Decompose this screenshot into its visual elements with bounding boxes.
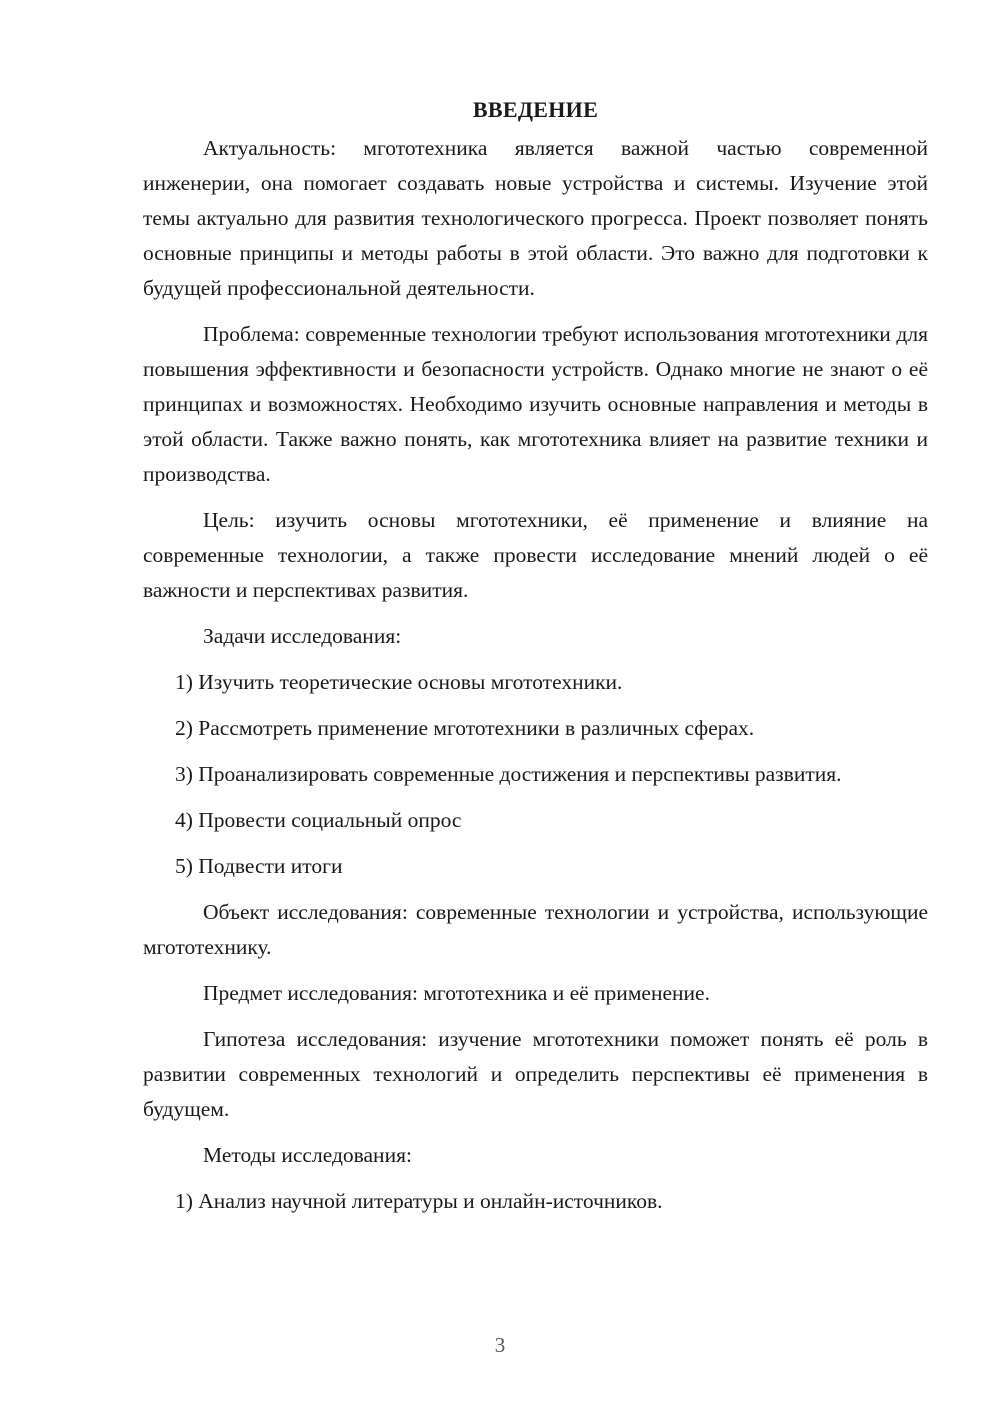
object-paragraph: Объект исследования: современные технологии и устройства, использующие мгототехнику. [143,900,928,959]
subject-paragraph: Предмет исследования: мгототехника и её применение. [203,981,710,1005]
tasks-heading: Задачи исследования: [203,624,402,648]
task-item: 2) Рассмотреть применение мгототехники в различных сферах. [175,716,755,740]
relevance-paragraph: Актуальность: мгототехника является важной частью современной инженерии, она помогает создавать новые устройства и системы. Изучение этой темы актуально для развития технологического прогресса. Проект позволяет понять основные принципы и методы работы в этой области. Это важно для подготовки к будущей профессиональной деятельности. [143,136,928,300]
page-number: 3 [494,1333,506,1357]
document-page [143,92,928,1230]
methods-heading: Методы исследования: [203,1143,412,1167]
page-title: ВВЕДЕНИЕ [472,97,599,122]
task-item: 5) Подвести итоги [175,854,343,878]
problem-paragraph: Проблема: современные технологии требуют использования мгототехники для повышения эффективности и безопасности устройств. Однако многие не знают о её принципах и возможностях. Необходимо изучить основные направления и методы в этой области. Также важно понять, как мгототехника влияет на развитие техники и производства. [143,322,928,486]
task-item: 4) Провести социальный опрос [175,808,462,832]
hypothesis-paragraph: Гипотеза исследования: изучение мгототехники поможет понять её роль в развитии современных технологий и определить перспективы её применения в будущем. [143,1027,928,1121]
task-item: 3) Проанализировать современные достижения и перспективы развития. [175,762,842,786]
goal-paragraph: Цель: изучить основы мгототехники, её применение и влияние на современные технологии, а также провести исследование мнений людей о её важности и перспективах развития. [143,508,928,602]
method-item: 1) Анализ научной литературы и онлайн-источников. [175,1189,663,1213]
task-item: 1) Изучить теоретические основы мгототехники. [175,670,623,694]
